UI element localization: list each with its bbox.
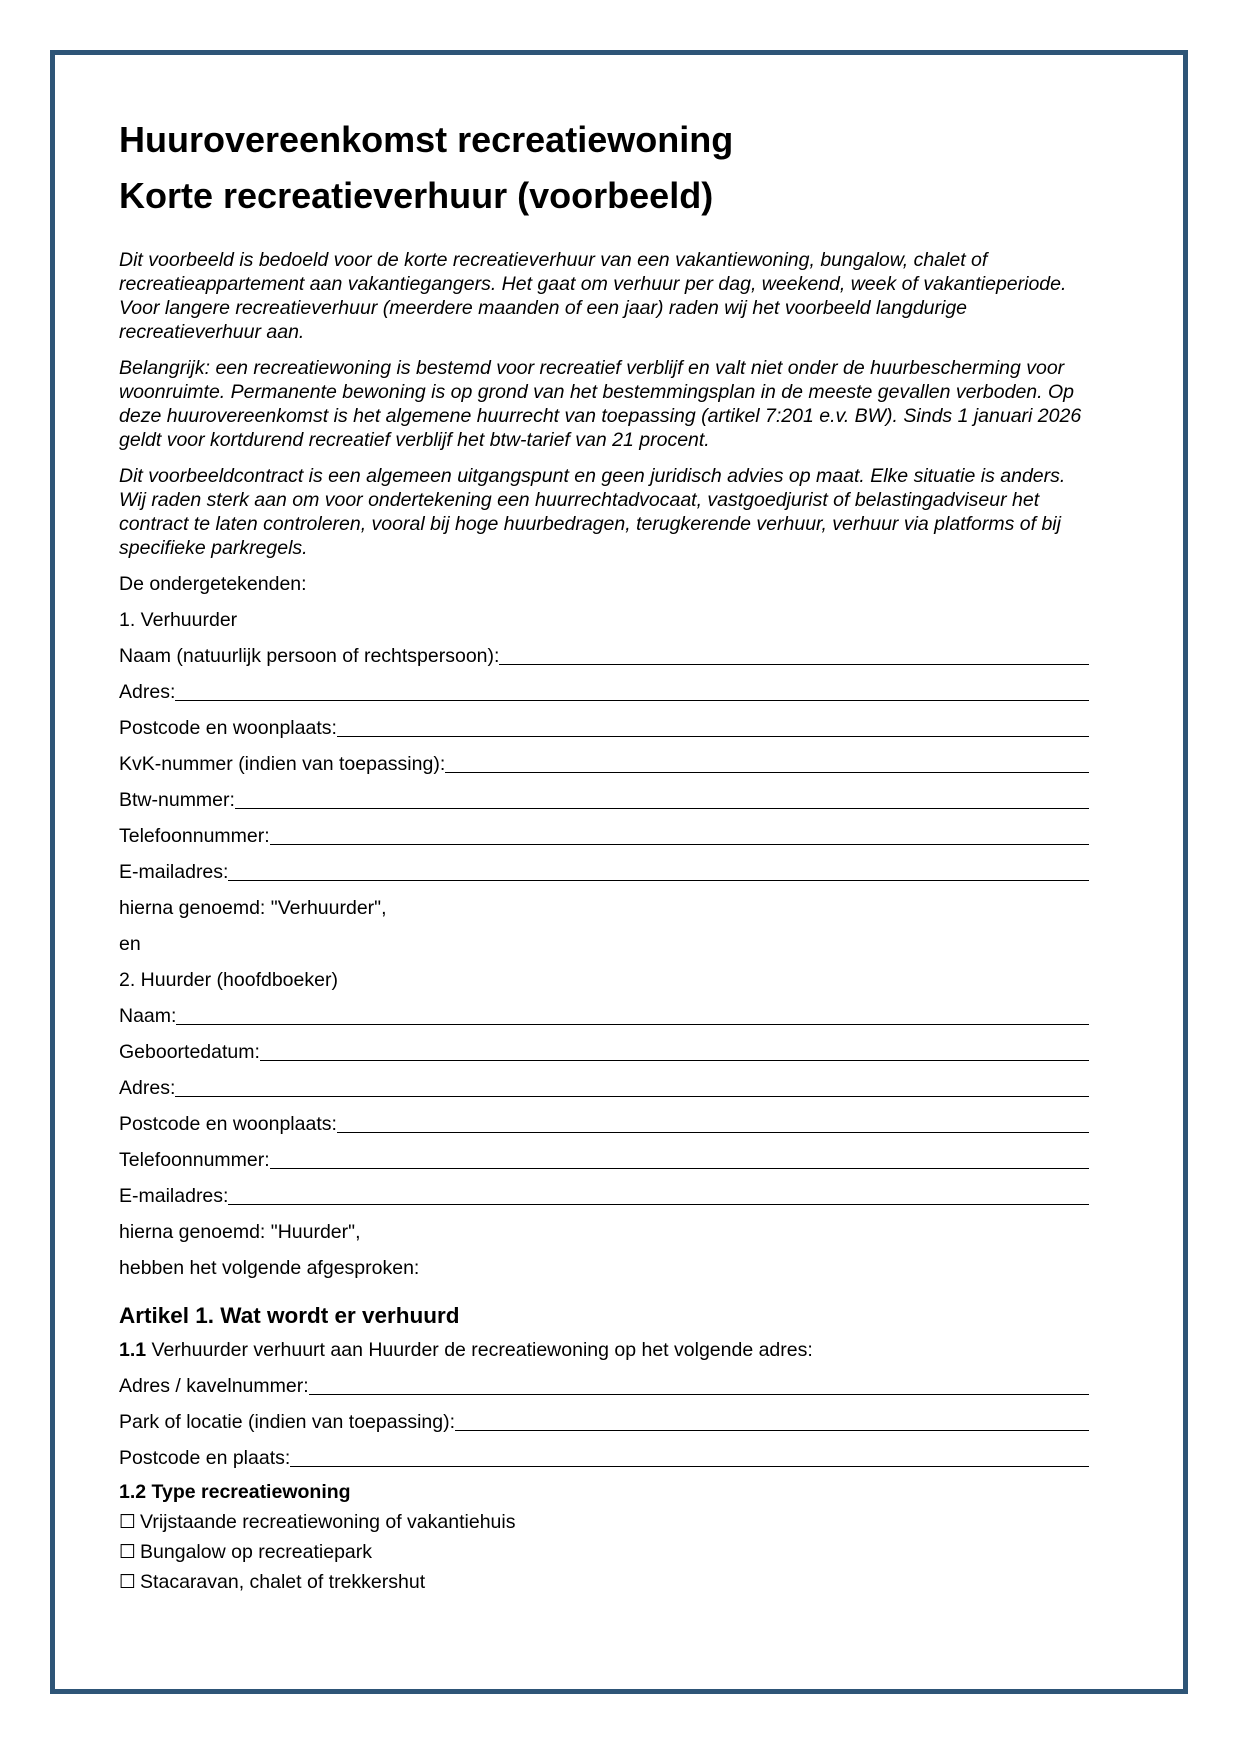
field-label: Naam (natuurlijk persoon of rechtspersoon): xyxy=(119,645,500,667)
option-label: Vrijstaande recreatiewoning of vakantiehuis xyxy=(140,1511,516,1533)
field-label: Telefoonnummer: xyxy=(119,825,270,847)
tenant-phone-field[interactable] xyxy=(119,1148,1089,1172)
option-caravan-chalet[interactable] xyxy=(119,1570,1089,1594)
field-label: Btw-nummer: xyxy=(119,789,235,811)
field-label: Geboortedatum: xyxy=(119,1041,260,1063)
option-bungalow[interactable] xyxy=(119,1540,1089,1564)
fill-line[interactable] xyxy=(455,1410,1089,1431)
document-title xyxy=(119,112,1089,224)
conjunction: en xyxy=(119,933,141,955)
landlord-heading: 1. Verhuurder xyxy=(119,609,238,631)
title-line-1: Huurovereenkomst recreatiewoning xyxy=(119,119,734,160)
tenant-name-field[interactable] xyxy=(119,1004,1089,1028)
landlord-kvk-field[interactable] xyxy=(119,752,1089,776)
landlord-postcode-field[interactable] xyxy=(119,716,1089,740)
fill-line[interactable] xyxy=(337,1112,1089,1133)
clause-text: Verhuurder verhuurt aan Huurder de recreatiewoning op het volgende adres: xyxy=(146,1339,813,1361)
option-detached-house[interactable] xyxy=(119,1510,1089,1534)
clause-1-1 xyxy=(119,1338,1089,1362)
fill-line[interactable] xyxy=(290,1446,1089,1467)
fill-line[interactable] xyxy=(228,1184,1089,1205)
fill-line[interactable] xyxy=(445,752,1089,773)
clause-1-2-heading: 1.2 Type recreatiewoning xyxy=(119,1481,351,1503)
parties-intro: De ondergetekenden: xyxy=(119,573,307,595)
tenant-address-field[interactable] xyxy=(119,1076,1089,1100)
agreement-intro: hebben het volgende afgesproken: xyxy=(119,1257,420,1279)
landlord-name-field[interactable] xyxy=(119,644,1089,668)
field-label: KvK-nummer (indien van toepassing): xyxy=(119,753,446,775)
field-label: E-mailadres: xyxy=(119,861,229,883)
field-label: Postcode en woonplaats: xyxy=(119,1113,337,1135)
field-label: Park of locatie (indien van toepassing): xyxy=(119,1411,456,1433)
landlord-address-field[interactable] xyxy=(119,680,1089,704)
fill-line[interactable] xyxy=(499,644,1089,665)
fill-line[interactable] xyxy=(270,824,1089,845)
field-label: Postcode en woonplaats: xyxy=(119,717,337,739)
option-label: Stacaravan, chalet of trekkershut xyxy=(140,1571,426,1593)
fill-line[interactable] xyxy=(175,1076,1089,1097)
rental-postcode-field[interactable] xyxy=(119,1446,1089,1470)
landlord-alias: hierna genoemd: "Verhuurder", xyxy=(119,897,387,919)
checkbox-icon[interactable]: ☐ xyxy=(119,1511,137,1533)
intro-paragraph-2: Belangrijk: een recreatiewoning is bestemd voor recreatief verblijf en valt niet onder de huurbescherming voor woonruimte. Permanente bewoning is op grond van het bestemmingsplan in de meeste gevallen verboden. Op deze huurovereenkomst is het algemene huurrecht van toepassing (artikel 7:201 e.v. BW). Sinds 1 januari 2026 geldt voor kortdurend recreatief verblijf het btw-tarief van 21 procent. xyxy=(119,357,1082,451)
field-label: Adres: xyxy=(119,1077,176,1099)
title-line-2: Korte recreatieverhuur (voorbeeld) xyxy=(119,175,714,216)
fill-line[interactable] xyxy=(176,1004,1089,1025)
option-label: Bungalow op recreatiepark xyxy=(140,1541,373,1563)
park-location-field[interactable] xyxy=(119,1410,1089,1434)
intro-paragraph-3: Dit voorbeeldcontract is een algemeen uitgangspunt en geen juridisch advies op maat. Elke situatie is anders. Wij raden sterk aan om voor ondertekening een huurrechtadvocaat, vastgoedjurist of belastingadviseur het contract te laten controleren, vooral bij hoge huurbedragen, terugkerende verhuur, verhuur via platforms of bij specifieke parkregels. xyxy=(119,465,1066,559)
tenant-heading: 2. Huurder (hoofdboeker) xyxy=(119,969,338,991)
clause-number: 1.1 xyxy=(119,1339,147,1361)
tenant-email-field[interactable] xyxy=(119,1184,1089,1208)
field-label: Postcode en plaats: xyxy=(119,1447,291,1469)
fill-line[interactable] xyxy=(260,1040,1089,1061)
checkbox-icon[interactable]: ☐ xyxy=(119,1541,137,1563)
fill-line[interactable] xyxy=(235,788,1089,809)
field-label: Adres: xyxy=(119,681,176,703)
landlord-email-field[interactable] xyxy=(119,860,1089,884)
fill-line[interactable] xyxy=(309,1374,1089,1395)
field-label: Telefoonnummer: xyxy=(119,1149,270,1171)
field-label: E-mailadres: xyxy=(119,1185,229,1207)
checkbox-icon[interactable]: ☐ xyxy=(119,1571,137,1593)
tenant-alias: hierna genoemd: "Huurder", xyxy=(119,1221,361,1243)
fill-line[interactable] xyxy=(270,1148,1089,1169)
rental-address-field[interactable] xyxy=(119,1374,1089,1398)
tenant-postcode-field[interactable] xyxy=(119,1112,1089,1136)
fill-line[interactable] xyxy=(337,716,1089,737)
intro-paragraph-1: Dit voorbeeld is bedoeld voor de korte recreatieverhuur van een vakantiewoning, bungalow, chalet of recreatieappartement aan vakantiegangers. Het gaat om verhuur per dag, weekend, week of vakantieperiode. Voor langere recreatieverhuur (meerdere maanden of een jaar) raden wij het voorbeeld langdurige recreatieverhuur aan. xyxy=(119,249,1067,343)
field-label: Naam: xyxy=(119,1005,177,1027)
fill-line[interactable] xyxy=(175,680,1089,701)
document-body xyxy=(119,112,1089,1594)
article-1-heading: Artikel 1. Wat wordt er verhuurd xyxy=(119,1303,460,1328)
tenant-birthdate-field[interactable] xyxy=(119,1040,1089,1064)
landlord-vat-field[interactable] xyxy=(119,788,1089,812)
field-label: Adres / kavelnummer: xyxy=(119,1375,309,1397)
fill-line[interactable] xyxy=(228,860,1089,881)
landlord-phone-field[interactable] xyxy=(119,824,1089,848)
